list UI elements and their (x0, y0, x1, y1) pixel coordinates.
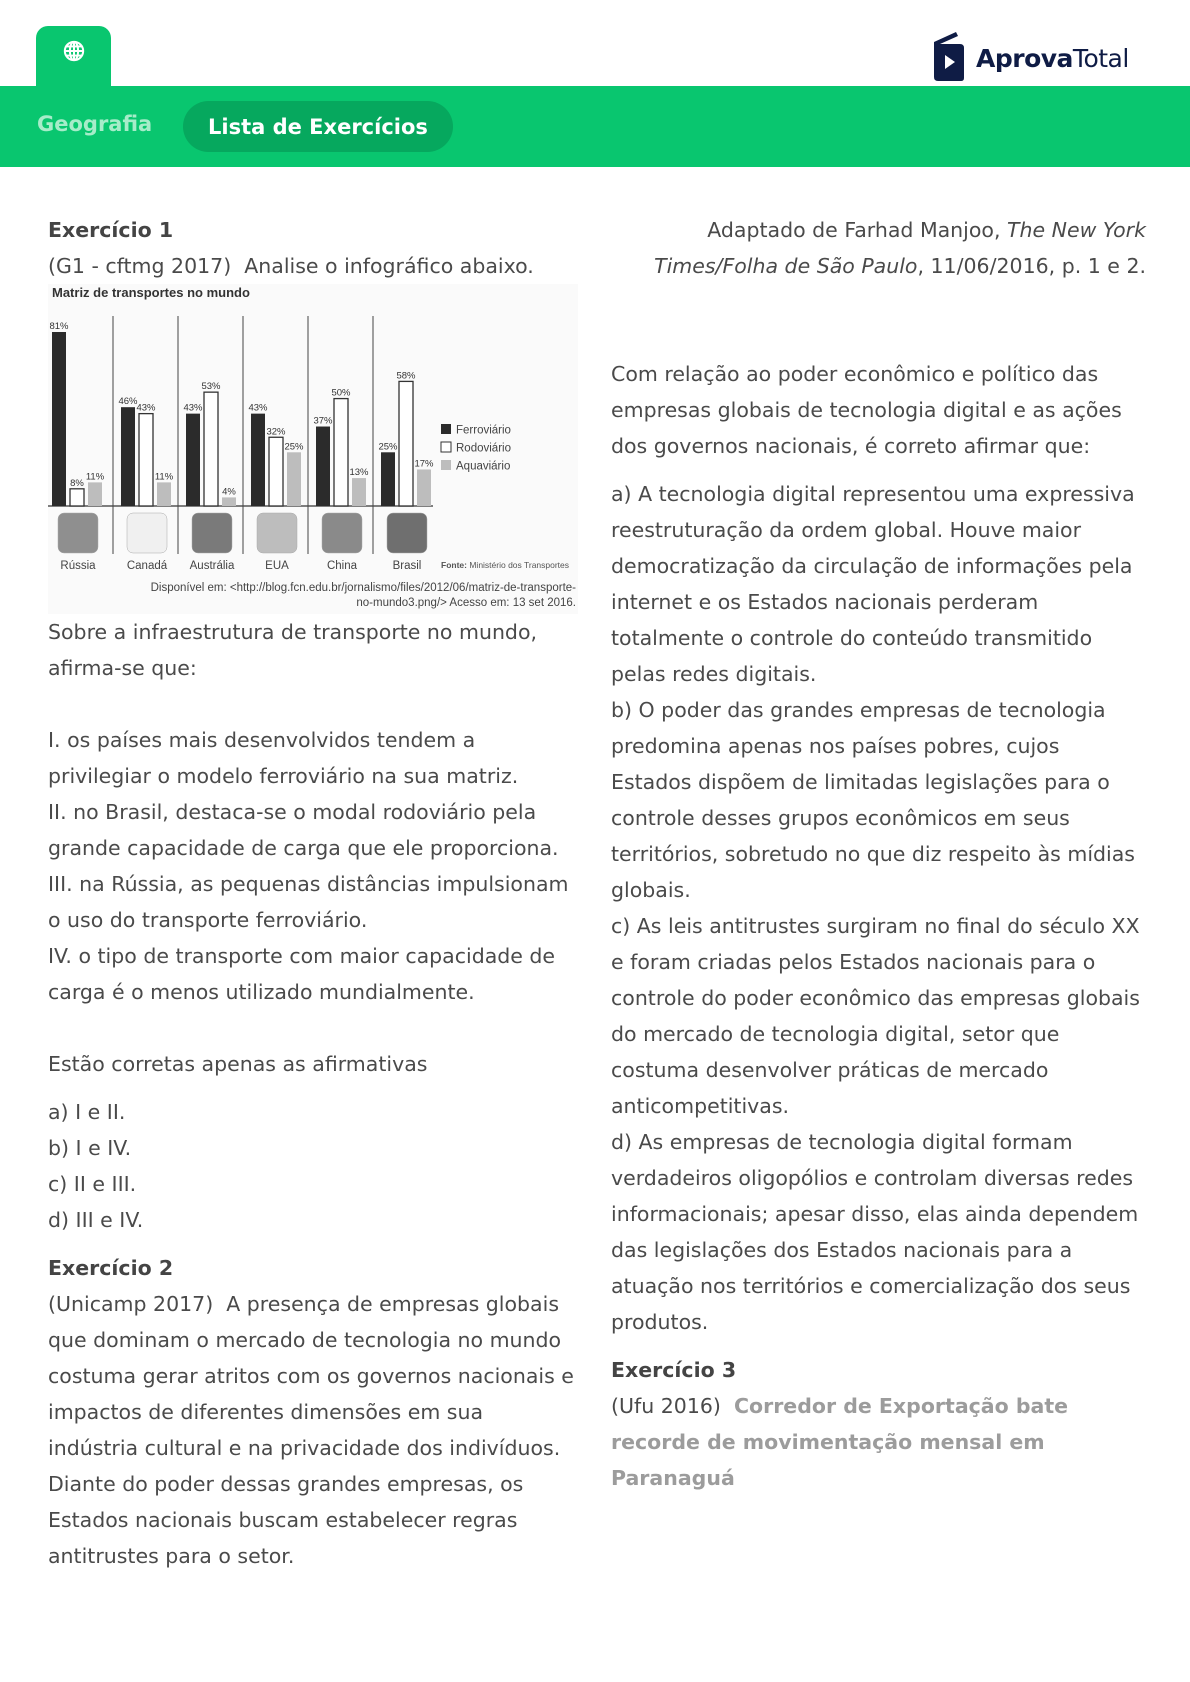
bar-ferroviário-2 (186, 414, 200, 506)
legend-swatch (441, 460, 451, 470)
category-label: China (326, 560, 358, 572)
statement-1: I. os países mais desenvolvidos tendem a privilegiar o modelo ferroviário na sua matriz. (48, 728, 519, 788)
bar-value-label: 43% (248, 402, 268, 414)
bar-rodoviário-1 (139, 414, 153, 506)
ex2-option-d[interactable]: d) As empresas de tecnologia digital formam verdadeiros oligopólios e controlam diversas redes informacionais; apesar disso, elas ainda dependem das legislações dos Estados nacionais para a atuação nos territórios e comercialização dos seus produtos. (611, 1130, 1139, 1334)
statement-4: IV. o tipo de transporte com maior capacidade de carga é o menos utilizado mundialmente. (48, 944, 556, 1004)
flag-1-icon (127, 513, 167, 553)
legend-swatch (441, 424, 451, 434)
exercise-3-source: (Ufu 2016) (611, 1394, 721, 1418)
option-d[interactable]: d) III e IV. (48, 1208, 144, 1232)
citation-prefix: Adaptado de Farhad Manjoo, (707, 218, 1007, 242)
bar-value-label: 4% (222, 486, 236, 498)
option-b[interactable]: b) I e IV. (48, 1136, 132, 1160)
bar-value-label: 50% (331, 387, 351, 399)
exercise-2-source: (Unicamp 2017) (48, 1292, 214, 1316)
transport-chart-svg (48, 284, 578, 614)
option-c[interactable]: c) II e III. (48, 1172, 137, 1196)
chart-source-value: Ministério dos Transportes (469, 560, 570, 570)
aprova-total-logo[interactable] (930, 30, 1129, 86)
bar-rodoviário-0 (70, 489, 84, 506)
bar-rodoviário-5 (399, 381, 413, 506)
chart-title: Matriz de transportes no mundo (52, 285, 250, 300)
bar-value-label: 46% (118, 396, 138, 408)
citation-italic: The New York Times/Folha de São Paulo (654, 218, 1146, 278)
option-a[interactable]: a) I e II. (48, 1100, 126, 1124)
exercise-2-citation (611, 212, 1146, 284)
ex2-option-c[interactable]: c) As leis antitrustes surgiram no final do século XX e foram criadas pelos Estados nacionais para o controle do poder econômico das empresas globais do mercado de tecnologia digital, setor que costuma desenvolver práticas de mercado anticompetitivas. (611, 914, 1140, 1118)
legend-label: Aquaviário (456, 460, 511, 473)
ex2-option-a[interactable]: a) A tecnologia digital representou uma expressiva reestruturação da ordem global. Houve maior democratização da circulação de informações pela internet e os Estados nacionais perderam totalmente o controle do conteúdo transmitido pelas redes digitais. (611, 482, 1135, 686)
bar-value-label: 17% (414, 458, 434, 470)
breadcrumb-bar (0, 86, 1190, 167)
bar-value-label: 81% (49, 321, 69, 332)
bar-value-label: 43% (136, 402, 156, 414)
bar-value-label: 25% (378, 441, 398, 453)
citation-suffix: , 11/06/2016, p. 1 e 2. (917, 254, 1146, 278)
exercise-1-prompt-text: Analise o infográfico abaixo. (244, 254, 534, 278)
breadcrumb-subject[interactable]: Geografia (37, 112, 153, 136)
flag-4-icon (322, 513, 362, 553)
category-label: Austrália (189, 560, 235, 572)
category-label: Rússia (60, 560, 96, 572)
book-play-icon (930, 30, 966, 86)
category-label: Canadá (126, 560, 168, 572)
bar-aquaviário-2 (222, 497, 236, 506)
bar-value-label: 32% (266, 426, 286, 438)
bar-aquaviário-4 (352, 478, 366, 506)
bar-value-label: 37% (313, 415, 333, 427)
bar-ferroviário-4 (316, 427, 330, 506)
bar-ferroviário-1 (121, 407, 135, 506)
exercise-1-prompt (48, 248, 578, 284)
bar-aquaviário-3 (287, 452, 301, 506)
bar-value-label: 58% (396, 370, 416, 382)
exercise-2-title: Exercício 2 (48, 1256, 174, 1280)
breadcrumb-current-label: Lista de Exercícios (208, 114, 428, 139)
chart-availability-2: no-mundo3.png/> Acesso em: 13 set 2016. (356, 597, 576, 609)
exercise-3-title: Exercício 3 (611, 1358, 737, 1382)
logo-text-bold: Aprova (976, 43, 1073, 73)
left-column (48, 212, 578, 1574)
bar-value-label: 43% (183, 402, 203, 414)
statement-3: III. na Rússia, as pequenas distâncias impulsionam o uso do transporte ferroviário. (48, 872, 569, 932)
exercise-3-headline: Corredor de Exportação bate recorde de movimentação mensal em Paranaguá (611, 1394, 1069, 1490)
logo-text (976, 44, 1129, 73)
bar-value-label: 53% (201, 381, 221, 393)
chart-availability-1: Disponível em: <http://blog.fcn.edu.br/jornalismo/files/2012/06/matriz-de-transporte- (150, 582, 576, 594)
flag-0-icon (58, 513, 98, 553)
bar-ferroviário-5 (381, 452, 395, 506)
exercise-1-intro: Sobre a infraestrutura de transporte no mundo, afirma-se que: (48, 620, 538, 680)
flag-3-icon (257, 513, 297, 553)
bar-rodoviário-4 (334, 399, 348, 506)
breadcrumb-current[interactable] (183, 101, 453, 152)
bar-value-label: 11% (85, 471, 105, 483)
bar-value-label: 8% (70, 477, 84, 489)
bar-ferroviário-3 (251, 414, 265, 506)
right-column (611, 212, 1146, 1496)
transport-chart (48, 284, 578, 614)
exercise-2-text (48, 1286, 578, 1574)
chart-source-label: Fonte: (441, 560, 467, 570)
category-label: Brasil (392, 560, 422, 572)
ex2-option-b[interactable]: b) O poder das grandes empresas de tecnologia predomina apenas nos países pobres, cujos Estados dispõem de limitadas legislações para o controle desses grupos econômicos em seus territórios, sobretudo no que diz respeito às mídias globais. (611, 698, 1135, 902)
top-header (0, 0, 1190, 86)
bar-aquaviário-1 (157, 482, 171, 506)
bar-rodoviário-3 (269, 437, 283, 506)
flag-5-icon (387, 513, 427, 553)
statement-2: II. no Brasil, destaca-se o modal rodoviário pela grande capacidade de carga que ele proporciona. (48, 800, 559, 860)
legend-label: Rodoviário (456, 442, 511, 455)
category-label: EUA (265, 560, 289, 572)
bar-aquaviário-0 (88, 482, 102, 506)
exercise-1-title: Exercício 1 (48, 218, 174, 242)
bar-value-label: 25% (284, 441, 304, 453)
legend-swatch (441, 442, 451, 452)
exercise-1-question: Estão corretas apenas as afirmativas (48, 1052, 428, 1076)
bar-value-label: 13% (349, 467, 369, 479)
exercise-2-question: Com relação ao poder econômico e político das empresas globais de tecnologia digital e as ações dos governos nacionais, é correto afirmar que: (611, 362, 1122, 458)
chart-source-note (441, 560, 569, 570)
bar-rodoviário-2 (204, 392, 218, 506)
bar-value-label: 11% (154, 471, 174, 483)
subject-tab[interactable] (36, 26, 111, 88)
bar-ferroviário-0 (52, 332, 66, 506)
exercise-3-text (611, 1388, 1146, 1496)
bar-aquaviário-5 (417, 469, 431, 506)
globe-icon (63, 40, 85, 66)
flag-2-icon (192, 513, 232, 553)
exercise-2-body: A presença de empresas globais que dominam o mercado de tecnologia no mundo costuma gerar atritos com os governos nacionais e impactos de diferentes dimensões em sua indústria cultural e na privacidade dos indivíduos. Diante do poder dessas grandes empresas, os Estados nacionais buscam estabelecer regras antitrustes para o setor. (48, 1292, 574, 1568)
exercise-1-source: (G1 - cftmg 2017) (48, 254, 232, 278)
legend-label: Ferroviário (456, 424, 511, 437)
logo-text-light: Total (1072, 43, 1129, 73)
